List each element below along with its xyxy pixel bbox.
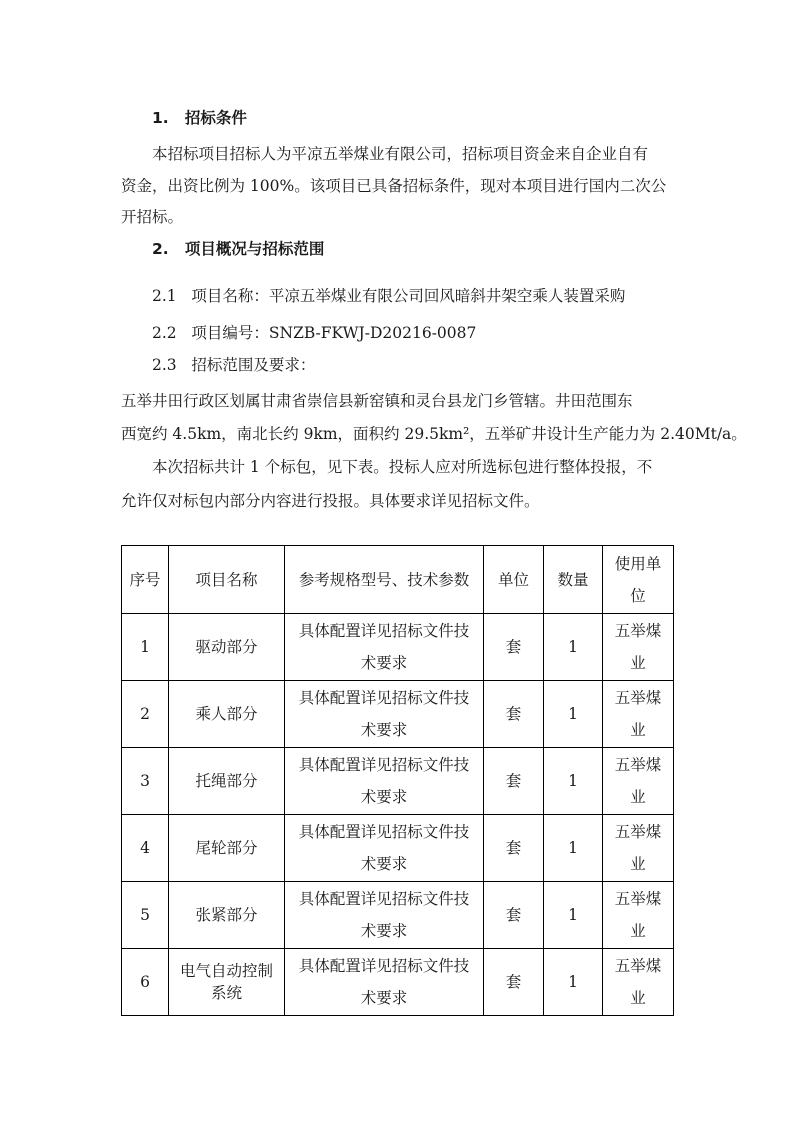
row-index: 3: [122, 748, 169, 815]
scope-heading: 2.3 招标范围及要求：: [152, 356, 316, 374]
bid-items-table: [121, 545, 674, 1016]
table-row: [122, 614, 674, 681]
paragraph-line: 本招标项目招标人为平凉五举煤业有限公司，招标项目资金来自企业自有: [152, 145, 649, 163]
row-quantity: 1: [544, 815, 603, 882]
row-unit: 套: [484, 882, 544, 949]
table-row: [122, 882, 674, 949]
header-item-name: 项目名称: [169, 546, 285, 614]
header-quantity: 数量: [544, 546, 603, 614]
project-number: 2.2 项目编号：SNZB-FKWJ-D20216-0087: [152, 324, 477, 342]
paragraph-line: 本次招标共计 1 个标包，见下表。投标人应对所选标包进行整体投报，不: [152, 458, 653, 476]
row-user-unit: 五举煤业: [603, 949, 674, 1016]
row-quantity: 1: [544, 949, 603, 1016]
row-item-name: 尾轮部分: [169, 815, 285, 882]
row-spec: 具体配置详见招标文件技术要求: [285, 681, 484, 748]
paragraph-line: 西宽约 4.5km，南北长约 9km，面积约 29.5km²，五举矿井设计生产能力为 2.40Mt/a。: [121, 425, 747, 443]
row-user-unit: 五举煤业: [603, 748, 674, 815]
row-item-name: 电气自动控制系统: [169, 949, 285, 1016]
row-quantity: 1: [544, 882, 603, 949]
row-user-unit: 五举煤业: [603, 815, 674, 882]
header-user-unit: 使用单位: [603, 546, 674, 614]
paragraph-line: 五举井田行政区划属甘肃省崇信县新窑镇和灵台县龙门乡管辖。井田范围东: [121, 392, 633, 410]
header-unit: 单位: [484, 546, 544, 614]
row-spec: 具体配置详见招标文件技术要求: [285, 815, 484, 882]
table-body: [122, 614, 674, 1016]
row-index: 6: [122, 949, 169, 1016]
row-quantity: 1: [544, 748, 603, 815]
table-row: [122, 949, 674, 1016]
row-user-unit: 五举煤业: [603, 882, 674, 949]
row-quantity: 1: [544, 614, 603, 681]
row-index: 1: [122, 614, 169, 681]
row-spec: 具体配置详见招标文件技术要求: [285, 748, 484, 815]
header-index: 序号: [122, 546, 169, 614]
table-row: [122, 748, 674, 815]
row-user-unit: 五举煤业: [603, 614, 674, 681]
row-spec: 具体配置详见招标文件技术要求: [285, 882, 484, 949]
row-item-name: 张紧部分: [169, 882, 285, 949]
row-spec: 具体配置详见招标文件技术要求: [285, 614, 484, 681]
row-quantity: 1: [544, 681, 603, 748]
row-index: 2: [122, 681, 169, 748]
row-item-name: 托绳部分: [169, 748, 285, 815]
row-spec: 具体配置详见招标文件技术要求: [285, 949, 484, 1016]
table-row: [122, 815, 674, 882]
row-user-unit: 五举煤业: [603, 681, 674, 748]
row-unit: 套: [484, 614, 544, 681]
row-item-name: 驱动部分: [169, 614, 285, 681]
paragraph-line: 资金，出资比例为 100%。该项目已具备招标条件，现对本项目进行国内二次公: [121, 177, 667, 195]
section-1-heading: 1. 招标条件: [152, 109, 247, 127]
table-header-row: [122, 546, 674, 614]
row-item-name: 乘人部分: [169, 681, 285, 748]
row-unit: 套: [484, 949, 544, 1016]
row-unit: 套: [484, 748, 544, 815]
paragraph-line: 开招标。: [121, 208, 184, 226]
row-unit: 套: [484, 815, 544, 882]
section-2-heading: 2. 项目概况与招标范围: [152, 240, 325, 258]
paragraph-line: 允许仅对标包内部分内容进行投报。具体要求详见招标文件。: [121, 492, 540, 510]
row-index: 5: [122, 882, 169, 949]
header-spec: 参考规格型号、技术参数: [285, 546, 484, 614]
row-index: 4: [122, 815, 169, 882]
project-name: 2.1 项目名称：平凉五举煤业有限公司回风暗斜井架空乘人装置采购: [152, 287, 626, 305]
row-unit: 套: [484, 681, 544, 748]
table-row: [122, 681, 674, 748]
